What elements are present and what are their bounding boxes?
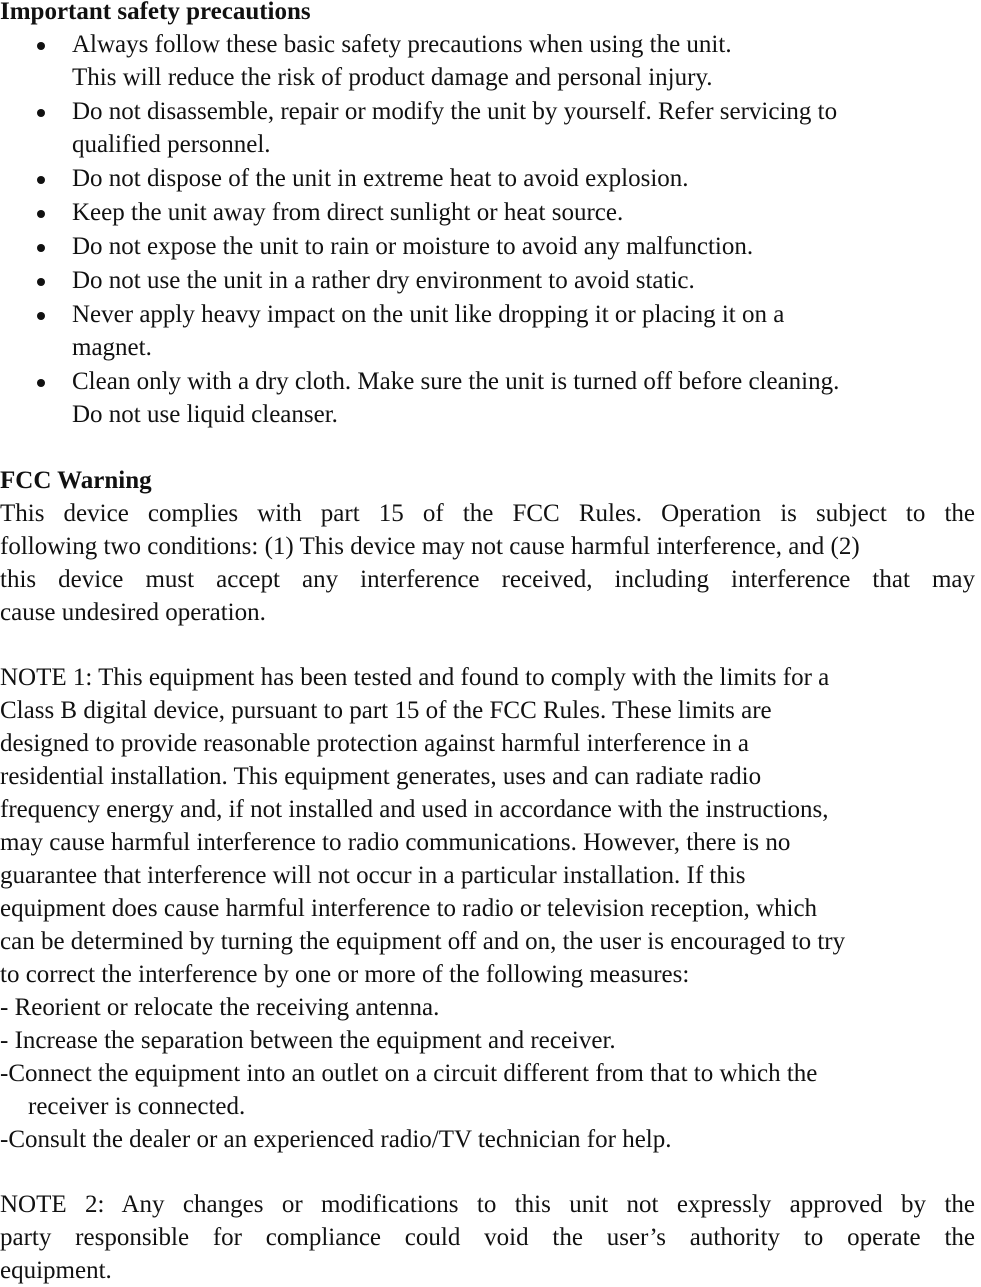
note1-line: can be determined by turning the equipment off and on, the user is encouraged to try <box>0 928 846 955</box>
note1-line: residential installation. This equipment generates, uses and can radiate radio <box>0 763 762 790</box>
safety-list <box>0 28 975 431</box>
list-item <box>0 196 975 229</box>
list-item-line: Keep the unit away from direct sunlight or heat source. <box>72 199 624 226</box>
note2-section <box>0 1188 975 1287</box>
measure-item: - Reorient or relocate the receiving antenna. <box>0 994 440 1021</box>
list-item-line: Do not dispose of the unit in extreme heat to avoid explosion. <box>72 165 689 192</box>
bullet-icon <box>37 210 45 218</box>
fcc-line: This device complies with part 15 of the FCC Rules. Operation is subject to the <box>0 500 975 527</box>
note2-line: NOTE 2: Any changes or modifications to this unit not expressly approved by the <box>0 1191 975 1218</box>
list-item <box>0 365 975 431</box>
fcc-line: cause undesired operation. <box>0 599 266 626</box>
note1-line: guarantee that interference will not occur in a particular installation. If this <box>0 862 746 889</box>
bullet-icon <box>37 312 45 320</box>
list-item <box>0 298 975 364</box>
fcc-heading: FCC Warning <box>0 467 152 494</box>
note1-line: frequency energy and, if not installed and used in accordance with the instructions, <box>0 796 829 823</box>
bullet-icon <box>37 278 45 286</box>
bullet-icon <box>37 42 45 50</box>
spacer <box>0 432 975 464</box>
measures-list <box>0 991 975 1156</box>
note1-line: Class B digital device, pursuant to part 15 of the FCC Rules. These limits are <box>0 697 772 724</box>
measure-item-continuation: receiver is connected. <box>28 1093 246 1120</box>
measure-item: -Consult the dealer or an experienced radio/TV technician for help. <box>0 1126 672 1153</box>
list-item-line: Clean only with a dry cloth. Make sure the unit is turned off before cleaning. <box>72 368 840 395</box>
fcc-line: this device must accept any interference received, including interference that may <box>0 566 975 593</box>
list-item-line: Always follow these basic safety precautions when using the unit. <box>72 31 732 58</box>
list-item-line: Never apply heavy impact on the unit like dropping it or placing it on a <box>72 301 785 328</box>
bullet-icon <box>37 379 45 387</box>
safety-heading: Important safety precautions <box>0 0 311 25</box>
safety-section <box>0 0 975 431</box>
note1-line: may cause harmful interference to radio communications. However, there is no <box>0 829 791 856</box>
note1-line: designed to provide reasonable protection against harmful interference in a <box>0 730 750 757</box>
list-item-line: Do not disassemble, repair or modify the unit by yourself. Refer servicing to <box>72 98 838 125</box>
bullet-icon <box>37 109 45 117</box>
list-item <box>0 264 975 297</box>
list-item <box>0 95 975 161</box>
note2-line: equipment. <box>0 1257 112 1284</box>
measure-item: -Connect the equipment into an outlet on a circuit different from that to which the <box>0 1060 818 1087</box>
note1-line: equipment does cause harmful interference to radio or television reception, which <box>0 895 818 922</box>
note2-line: party responsible for compliance could void the user’s authority to operate the <box>0 1224 975 1251</box>
measure-item: - Increase the separation between the equipment and receiver. <box>0 1027 616 1054</box>
note1-section <box>0 661 975 1156</box>
spacer <box>0 1156 975 1188</box>
list-item-line: This will reduce the risk of product damage and personal injury. <box>72 64 713 91</box>
list-item <box>0 230 975 263</box>
list-item <box>0 28 975 94</box>
bullet-icon <box>37 244 45 252</box>
list-item-line: Do not expose the unit to rain or moisture to avoid any malfunction. <box>72 233 754 260</box>
list-item <box>0 162 975 195</box>
note1-line: to correct the interference by one or more of the following measures: <box>0 961 690 988</box>
list-item-line: Do not use the unit in a rather dry environment to avoid static. <box>72 267 695 294</box>
note1-line: NOTE 1: This equipment has been tested and found to comply with the limits for a <box>0 664 830 691</box>
list-item-line: qualified personnel. <box>72 131 271 158</box>
bullet-icon <box>37 176 45 184</box>
list-item-line: Do not use liquid cleanser. <box>72 401 338 428</box>
fcc-section <box>0 464 975 629</box>
fcc-line: following two conditions: (1) This device may not cause harmful interference, and (2) <box>0 533 860 560</box>
spacer <box>0 629 975 661</box>
list-item-line: magnet. <box>72 334 152 361</box>
